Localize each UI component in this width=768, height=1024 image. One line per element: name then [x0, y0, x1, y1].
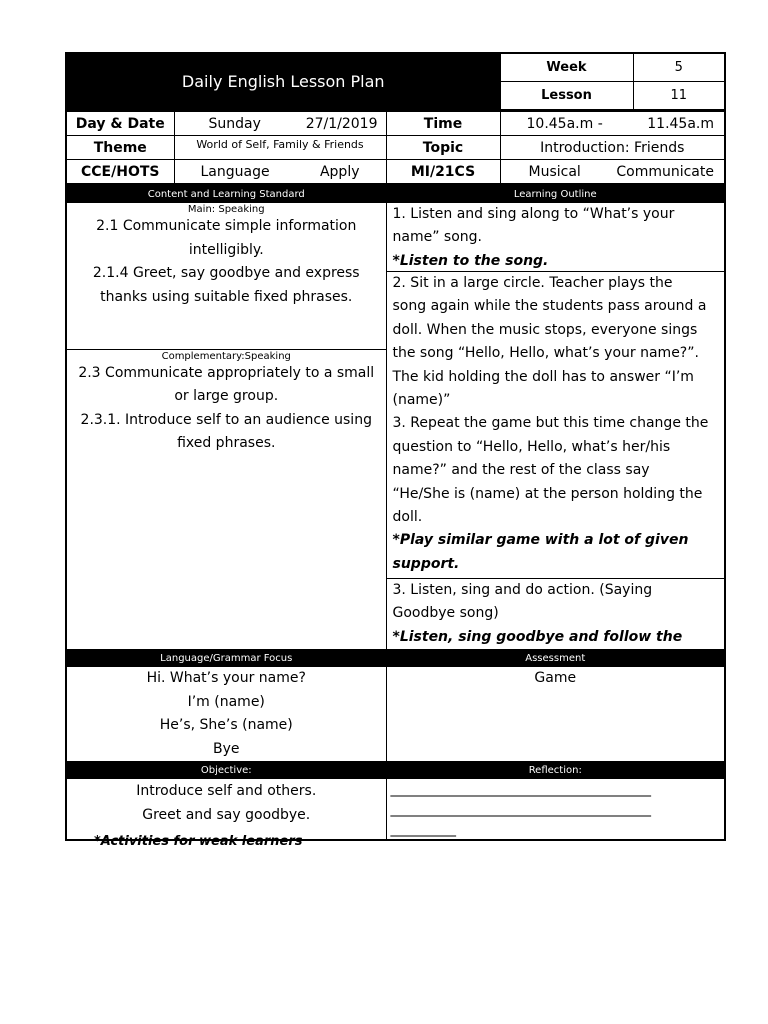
lesson-plan-table — [65, 52, 726, 111]
day-value: Sunday — [208, 115, 261, 132]
outline-line: 3. Listen, sing and do action. (Saying — [392, 582, 653, 598]
objective-line: Greet and say goodbye. — [142, 807, 311, 823]
objective-line: Introduce self and others. — [136, 783, 317, 799]
comp-line: 2.3.1. Introduce self to an audience using — [80, 411, 372, 428]
lesson-value: 11 — [633, 82, 725, 111]
content-standard-header: Content and Learning Standard — [66, 186, 386, 203]
day-date-value — [174, 112, 386, 136]
topic-value: Introduction: Friends — [500, 136, 725, 160]
topic-label: Topic — [386, 136, 500, 160]
reflection-cell — [386, 779, 725, 841]
outline-line: name?” and the rest of the class say — [392, 462, 650, 479]
cce-label: CCE/HOTS — [66, 160, 174, 185]
outline-note: *Listen to the song. — [392, 252, 549, 269]
mi-value-2: Communicate — [616, 163, 714, 180]
footer-note: *Activities for weak learners — [94, 834, 303, 849]
outline-line: doll. When the music stops, everyone sings — [392, 321, 698, 338]
outline-line: 3. Repeat the game but this time change the — [392, 415, 709, 432]
assessment-value: Game — [534, 670, 577, 686]
outline-line: question to “Hello, Hello, what’s her/his — [392, 438, 671, 455]
outline-note: support. — [392, 555, 460, 572]
time-value — [500, 112, 725, 136]
outline-step-1 — [387, 203, 725, 272]
outline-line: the song “Hello, Hello, what’s your name?”. — [392, 345, 699, 362]
learning-outline-header: Learning Outline — [386, 186, 725, 203]
outline-note: *Listen, sing goodbye and follow the actions. — [392, 628, 683, 669]
objective-cell — [66, 779, 386, 841]
theme-value: World of Self, Family & Friends — [174, 136, 386, 160]
main-line: intelligibly. — [188, 241, 264, 258]
body-table — [65, 185, 726, 841]
grammar-line: Bye — [212, 740, 240, 757]
time-start: 10.45a.m - — [526, 115, 603, 132]
lesson-label: Lesson — [500, 82, 633, 111]
outline-line: 1. Listen and sing along to “What’s your — [392, 206, 675, 222]
complementary-skill-label: Complementary:Speaking — [161, 350, 291, 362]
main-skill-cell — [66, 203, 386, 350]
grammar-focus-text — [67, 667, 386, 761]
time-label: Time — [386, 112, 500, 136]
week-value: 5 — [633, 53, 725, 82]
outline-line: “He/She is (name) at the person holding the — [392, 485, 703, 502]
grammar-focus-header: Language/Grammar Focus — [66, 650, 386, 667]
day-date-label: Day & Date — [66, 112, 174, 136]
time-end: 11.45a.m — [647, 115, 714, 132]
outline-line: 2. Sit in a large circle. Teacher plays the — [392, 275, 673, 291]
comp-line: fixed phrases. — [177, 435, 276, 452]
main-skill-text — [67, 215, 386, 309]
lesson-plan-page — [65, 52, 724, 841]
assessment-header: Assessment — [386, 650, 725, 667]
mi-label: MI/21CS — [386, 160, 500, 185]
assessment-cell — [386, 667, 725, 762]
reflection-line: __________ — [390, 821, 456, 837]
week-label: Week — [500, 53, 633, 82]
main-line: 2.1.4 Greet, say goodbye and express — [92, 265, 360, 281]
outline-note: *Play similar game with a lot of given — [392, 532, 689, 549]
plan-title: Daily English Lesson Plan — [66, 53, 500, 110]
outline-line: (name)” — [392, 392, 451, 409]
reflection-header: Reflection: — [386, 762, 725, 779]
comp-line: 2.3 Communicate appropriately to a small — [78, 364, 375, 381]
cce-value-2: Apply — [319, 163, 360, 180]
outline-line: Goodbye song) — [392, 605, 499, 622]
grammar-line: He’s, She’s (name) — [159, 717, 293, 733]
outline-line: name” song. — [392, 229, 482, 246]
cce-value — [174, 160, 386, 185]
comp-line: or large group. — [174, 388, 279, 405]
info-table — [65, 111, 726, 185]
complementary-skill-cell — [66, 349, 386, 649]
outline-line: song again while the students pass around a — [392, 298, 707, 315]
mi-value-1: Musical — [528, 163, 581, 180]
objective-text — [67, 779, 386, 827]
main-line: thanks using suitable fixed phrases. — [100, 288, 353, 305]
outline-line: The kid holding the doll has to answer “I’m — [392, 368, 694, 385]
outline-step-2 — [387, 272, 725, 579]
grammar-line: I’m (name) — [187, 693, 265, 710]
main-skill-label: Main: Speaking — [187, 204, 265, 215]
reflection-line: ________________________________________ — [390, 781, 651, 797]
outline-line: doll. — [392, 509, 423, 526]
grammar-focus-cell — [66, 667, 386, 762]
main-line: 2.1 Communicate simple information — [96, 218, 357, 234]
theme-label: Theme — [66, 136, 174, 160]
objective-header: Objective: — [66, 762, 386, 779]
reflection-line: ________________________________________ — [390, 801, 651, 817]
mi-value — [500, 160, 725, 185]
cce-value-1: Language — [200, 163, 270, 180]
grammar-line: Hi. What’s your name? — [146, 670, 306, 686]
date-value: 27/1/2019 — [305, 115, 378, 132]
complementary-skill-text — [67, 362, 386, 456]
